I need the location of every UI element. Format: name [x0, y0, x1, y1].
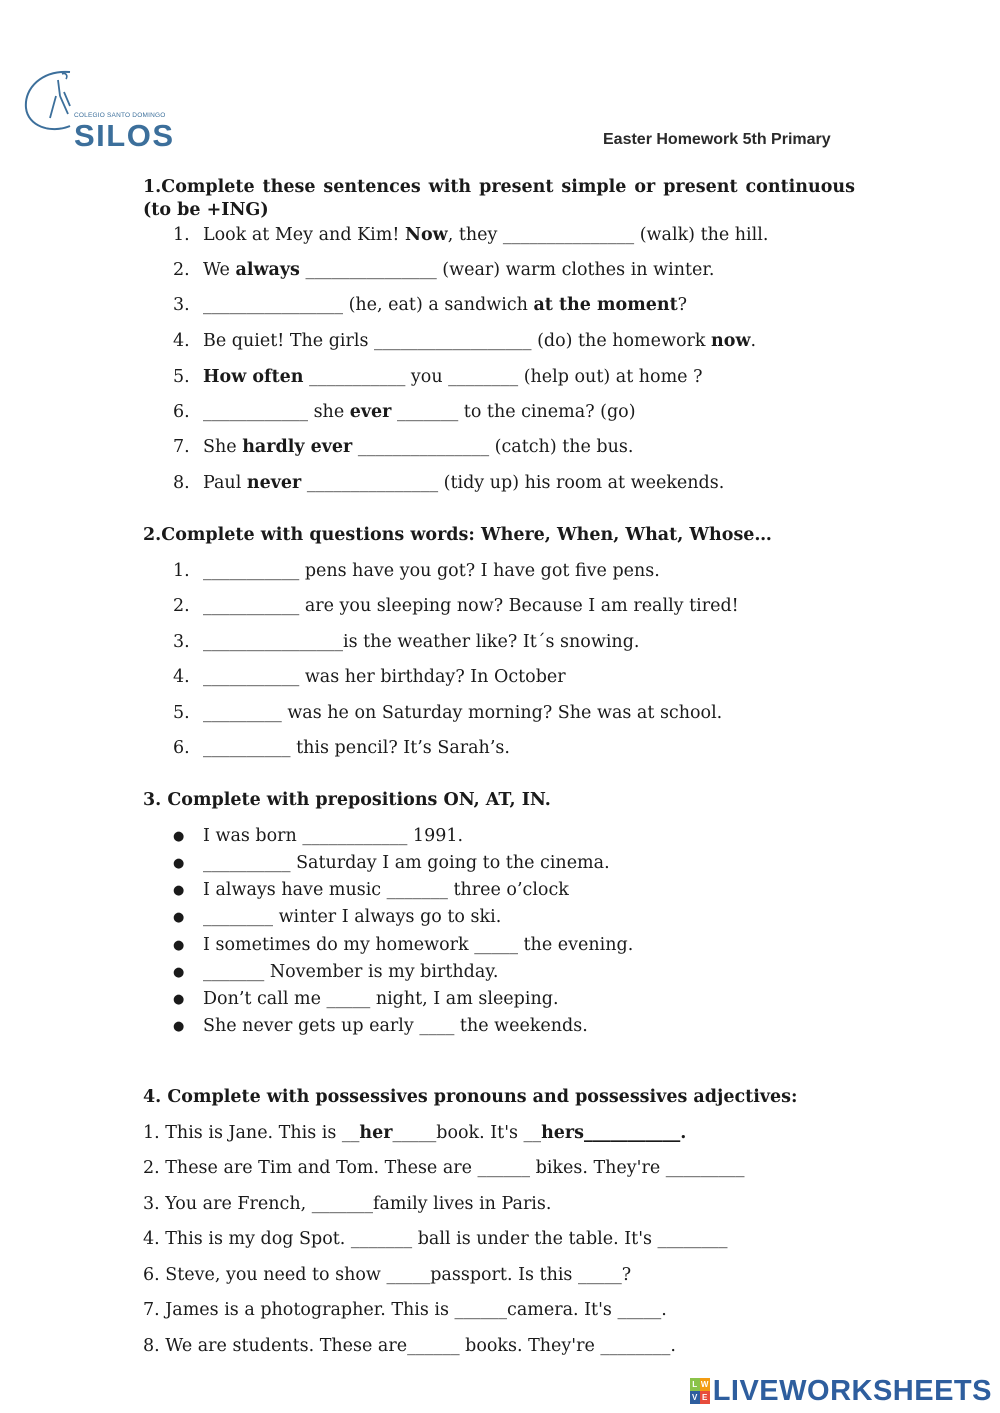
section4-item-text: 7. James is a photographer. This is ______camera. It's _____. — [143, 1300, 667, 1320]
section1-item-text — [203, 473, 724, 493]
section1-text-part: _______________ (catch) the bus. — [352, 437, 634, 457]
section1-keyword: never — [246, 473, 302, 493]
section1-text-part: Paul — [203, 473, 247, 493]
section2-item-text: _________ was he on Saturday morning? She was at school. — [203, 703, 723, 723]
section1-text-part: ____________ she — [203, 402, 350, 422]
section1-keyword: at the moment — [533, 295, 678, 315]
section1-item-number: 6. — [173, 402, 190, 422]
lw-icon-l: L — [690, 1378, 700, 1391]
section1-item-text — [203, 367, 703, 387]
section1-text-part: . — [750, 331, 757, 351]
section1-item-text — [203, 437, 633, 457]
bullet-icon: ● — [173, 1019, 185, 1034]
section3-item-text: She never gets up early ____ the weekends. — [203, 1016, 588, 1036]
section1-keyword: hardly ever — [242, 437, 353, 457]
page-title: Easter Homework 5th Primary — [603, 131, 831, 148]
section2-item-number: 4. — [173, 667, 190, 687]
s4-i1-e: ___________. — [584, 1123, 687, 1143]
section1-item-number: 2. — [173, 260, 190, 280]
liveworksheets-logo-icon — [690, 1378, 710, 1404]
section1-keyword: now — [711, 331, 751, 351]
lw-icon-w: W — [700, 1380, 709, 1389]
section1-item-text — [203, 225, 768, 245]
liveworksheets-text: LIVEWORKSHEETS — [712, 1374, 992, 1407]
section1-item-number: 4. — [173, 331, 190, 351]
section1-keyword: always — [235, 260, 300, 280]
bullet-icon: ● — [173, 910, 185, 925]
section4-heading: 4. Complete with possessives pronouns and possessives adjectives: — [143, 1087, 798, 1107]
section1-text-part: We — [203, 260, 236, 280]
section2-item-number: 3. — [173, 632, 190, 652]
section3-item-text: I was born ____________ 1991. — [203, 826, 464, 846]
section1-item-number: 1. — [173, 225, 190, 245]
section2-item-text: ________________is the weather like? It´s snowing. — [203, 632, 640, 652]
section2-item-number: 6. — [173, 738, 190, 758]
lw-icon-e: E — [700, 1391, 710, 1404]
lw-icon-v: V — [690, 1391, 700, 1404]
bullet-icon: ● — [173, 938, 185, 953]
section3-heading: 3. Complete with prepositions ON, AT, IN. — [143, 790, 551, 810]
section1-text-part: ? — [677, 295, 688, 315]
section1-text-part: ___________ you ________ (help out) at home ? — [303, 367, 703, 387]
s4-i1-answer-hers: hers — [541, 1123, 584, 1143]
section4-item-text: 8. We are students. These are______ books. They're ________. — [143, 1336, 676, 1356]
section1-item-text — [203, 295, 687, 315]
section1-keyword: Now — [404, 225, 448, 245]
section2-item-text: ___________ are you sleeping now? Because I am really tired! — [203, 596, 739, 616]
bullet-icon: ● — [173, 883, 185, 898]
section1-item-text — [203, 402, 636, 422]
section1-item-number: 8. — [173, 473, 190, 493]
s4-i1-a: 1. This is Jane. This is __ — [143, 1123, 360, 1143]
s4-i1-c: _____book. It's __ — [392, 1123, 542, 1143]
s4-i1-answer-her: her — [359, 1123, 393, 1143]
section2-item-number: 1. — [173, 561, 190, 581]
section1-heading: 1.Complete these sentences with present simple or present continuous (to be +ING) — [143, 177, 855, 220]
section3-item-text: Don’t call me _____ night, I am sleeping. — [203, 989, 559, 1009]
section1-item-number: 3. — [173, 295, 190, 315]
section2-item-text: ___________ was her birthday? In October — [203, 667, 566, 687]
section4-item-text: 3. You are French, _______family lives in Paris. — [143, 1194, 552, 1214]
section1-text-part: , they _______________ (walk) the hill. — [447, 225, 769, 245]
section3-item-text: __________ Saturday I am going to the cinema. — [203, 853, 610, 873]
school-logo — [22, 66, 182, 156]
section1-text-part: _______ to the cinema? (go) — [391, 402, 636, 422]
section1-item-number: 7. — [173, 437, 190, 457]
section3-item-text: I sometimes do my homework _____ the evening. — [203, 935, 634, 955]
section2-item-number: 5. — [173, 703, 190, 723]
section3-item-text: I always have music _______ three o’clock — [203, 880, 569, 900]
section1-text-part: She — [203, 437, 243, 457]
section1-text-part: _______________ (wear) warm clothes in winter. — [299, 260, 715, 280]
section1-keyword: How often — [203, 367, 304, 387]
bullet-icon: ● — [173, 856, 185, 871]
bullet-icon: ● — [173, 965, 185, 980]
section1-item-text — [203, 331, 756, 351]
section1-keyword: ever — [349, 402, 392, 422]
section4-item-1 — [143, 1123, 686, 1143]
bullet-icon: ● — [173, 829, 185, 844]
section1-text-part: ________________ (he, eat) a sandwich — [203, 295, 534, 315]
section2-item-number: 2. — [173, 596, 190, 616]
section2-heading: 2.Complete with questions words: Where, When, What, Whose… — [143, 525, 772, 545]
logo-big-text: SILOS — [74, 118, 175, 153]
section1-text-part: _______________ (tidy up) his room at weekends. — [301, 473, 725, 493]
section4-item-text: 6. Steve, you need to show _____passport. Is this _____? — [143, 1265, 632, 1285]
section2-item-text: __________ this pencil? It’s Sarah’s. — [203, 738, 510, 758]
logo-small-text: COLEGIO SANTO DOMINGO — [74, 112, 166, 119]
section3-item-text: _______ November is my birthday. — [203, 962, 499, 982]
liveworksheets-brand — [690, 1373, 992, 1409]
section1-text-part: Look at Mey and Kim! — [203, 225, 405, 245]
section1-item-text — [203, 260, 714, 280]
section4-item-text: 2. These are Tim and Tom. These are ______ bikes. They're _________ — [143, 1158, 745, 1178]
section1-text-part: Be quiet! The girls __________________ (do) the homework — [203, 331, 712, 351]
section4-item-text: 4. This is my dog Spot. _______ ball is under the table. It's ________ — [143, 1229, 728, 1249]
bullet-icon: ● — [173, 992, 185, 1007]
section3-item-text: ________ winter I always go to ski. — [203, 907, 502, 927]
section1-item-number: 5. — [173, 367, 190, 387]
section2-item-text: ___________ pens have you got? I have got five pens. — [203, 561, 660, 581]
